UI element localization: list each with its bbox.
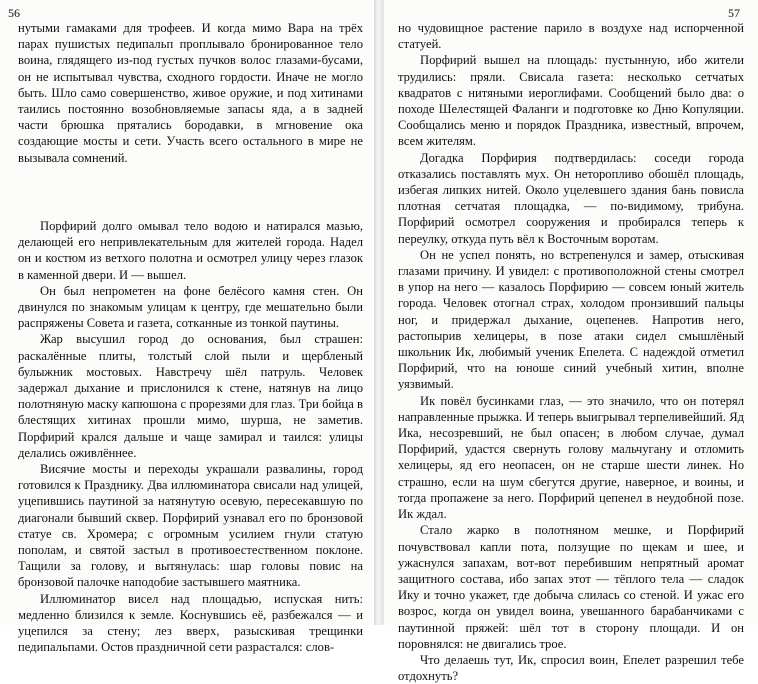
- paragraph: Порфирий вышел на площадь: пустынную, ибо жители трудились: пряли. Свисала газета: несколько сетчатых квадратов с нитяными иероглифами. Сообщений было два: о походе Шелестящей Фаланги и подготовке ко Дню Копуляции. Сообщались меню и порядок Праздника, известный, впрочем, всем жителям.: [398, 53, 744, 149]
- paragraph: Жар высушил город до основания, был страшен: раскалённые плиты, толстый слой пыли и щербленый булыжник мостовых. Навстречу шёл патруль. Человек задержал дыхание и прислонился к стене, натянув на лицо полотняную маску капюшона с прорезями для глаз. Три бойца в блестящих хитинах прошли мимо, шурша, не заметив. Порфирий крался дальше и чаще замирал и таился: улицы делались оживлённее.: [18, 332, 363, 460]
- right-page: [384, 0, 758, 684]
- paragraph: нутыми гамаками для трофеев. И когда мимо Вара на трёх парах пушистых педипальп проплывало бронированное тело воина, глядящего из-под густых пучков волос глазами-бусами, он не испытывал чувства, сходного гордости. Иначе не могло быть. Шло само совершенство, живое оружие, и под хитинами таились постоянно возобновляемые запасы яда, а в задней части брюшка прятались бородавки, в мгновение ока создающие мосты и сети. Участь всего остального в мире не вызывала сомнений.: [18, 21, 363, 165]
- left-text-block-1: [18, 20, 363, 166]
- right-text-block: [398, 20, 744, 684]
- left-text-block-2: [18, 218, 363, 655]
- paragraph: Что делаешь тут, Ик, спросил воин, Епелет разрешил тебе отдохнуть?: [398, 652, 744, 684]
- paragraph: Порфирий долго омывал тело водою и натирался мазью, делающей его непривлекательным для жителей города. Надел он и костюм из ветхого полотна и осмотрел улицу через глазок в каменной двери. И — вышел.: [18, 219, 363, 282]
- paragraph: Догадка Порфирия подтвердилась: соседи города отказались поставлять мух. Он неторопливо обошёл площадь, избегая липких нитей. Около уцелевшего здания бань повисла плотная сетчатая площадка, — по-видимому, трибуна. Порфирий осмотрел сооружения и пробирался теперь к переулку, откуда путь вёл к Восточным воротам.: [398, 150, 744, 246]
- paragraph: но чудовищное растение парило в воздухе над испорченной статуей.: [398, 21, 744, 52]
- left-page: [0, 0, 374, 655]
- paragraph: Стало жарко в полотняном мешке, и Порфирий почувствовал капли пота, ползущие по щекам и шее, и ужаснулся запахам, вот-вот перебившим непрятный аромат защитного состава, ибо запах этот — тёплого тела — сладок Ику и точно укажет, где добыча слилась со стеной. И ужас его возрос, когда он увидел воина, увешанного барабанчиками с паутинной пряжей: шёл тот в сторону площади. И он поровнялся: не двигались трое.: [398, 523, 744, 651]
- paragraph: Ик повёл бусинками глаз, — это значило, что он потерял направленные прыжка. И теперь выигрывал терпеливейший. Яд Ика, несозревший, не был опасен; в любом случае, думал Порфирий, удастся свернуть голову мальчугану и отломить хелицеры, яд его неопасен, он не старше шести линек. Но страшно, если на шум сбегутся другие, наверное, и воины, и тогда пропажене за него. Порфирий цепенел в неудобной позе. Ик ждал.: [398, 393, 744, 522]
- paragraph: Висячие мосты и переходы украшали развалины, город готовился к Празднику. Два иллюминатора свисали над улицей, уцепившись паутиной за натянутую осевую, пересекавшую по диагонали бывший сквер. Порфирий узнавал его по бронзовой статуе св. Хромера; с огромным усилием гнули статую пополам, и святой застыл в противоестественном поклоне. Тащили за голову, и вытянулась: шар головы повис на бронзовой палочке наподобие застывшего маятника.: [18, 462, 363, 590]
- paragraph: Он не успел понять, но встрепенулся и замер, отыскивая глазами причину. И увидел: с противоположной стены смотрел в упор на него — казалось Порфирию — совсем юный житель города. Человек отогнал страх, холодом пронзивший пальцы ног, и придержал дыхание, оцепенев. Напротив него, растопырив хелицеры, в позе атаки сидел смышлёный школьник Ик, любимый ученик Епелета. С надеждой отметил Порфирий, что на юноше синий учебный хитин, вполне уязвимый.: [398, 247, 744, 392]
- page-number-left: 56: [8, 6, 20, 20]
- paragraph: Иллюминатор висел над площадью, испуская нить: медленно близился к земле. Коснувшись её, разбежался — и уцепился за стену; лез вверх, разыскивая трещинки педипальпами. Остов праздничной сети разрастался: слов-: [18, 591, 363, 655]
- page-number-right: 57: [728, 6, 740, 20]
- book-gutter: [374, 0, 384, 625]
- paragraph: Он был непрометен на фоне белёсого камня стен. Он двинулся по знакомым улицам к центру, где мешательно были распряжены Совета и газета, сотканные из тонкой паутины.: [18, 283, 363, 331]
